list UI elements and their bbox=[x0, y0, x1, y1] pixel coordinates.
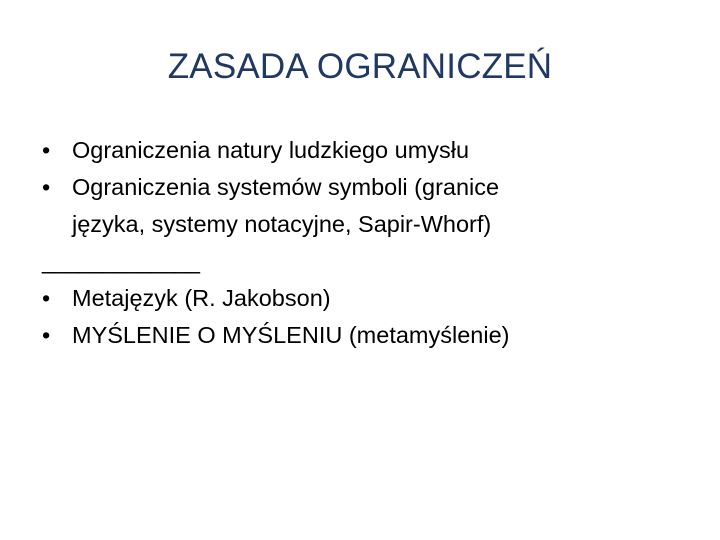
bullet-icon: • bbox=[42, 137, 51, 163]
bullet-text: Ograniczenia natury ludzkiego umysłu bbox=[72, 137, 470, 163]
bullet-text-line-1: Ograniczenia systemów symboli (granice bbox=[72, 174, 500, 200]
bullet-text: Metajęzyk (R. Jakobson) bbox=[72, 285, 331, 311]
bullet-text: MYŚLENIE O MYŚLENIU (metamyślenie) bbox=[72, 322, 510, 348]
slide-title: ZASADA OGRANICZEŃ bbox=[167, 47, 553, 86]
bullet-item bbox=[42, 169, 682, 243]
slide-content bbox=[42, 132, 682, 354]
bullet-item bbox=[42, 132, 682, 169]
bullet-item bbox=[42, 317, 682, 354]
bullet-text-line-2: języka, systemy notacyjne, Sapir-Whorf) bbox=[72, 211, 492, 237]
bullet-icon: • bbox=[42, 322, 51, 348]
bullet-item bbox=[42, 280, 682, 317]
bullet-icon: • bbox=[42, 174, 51, 200]
separator-line: _____________ bbox=[42, 248, 199, 274]
bullet-icon: • bbox=[42, 285, 51, 311]
